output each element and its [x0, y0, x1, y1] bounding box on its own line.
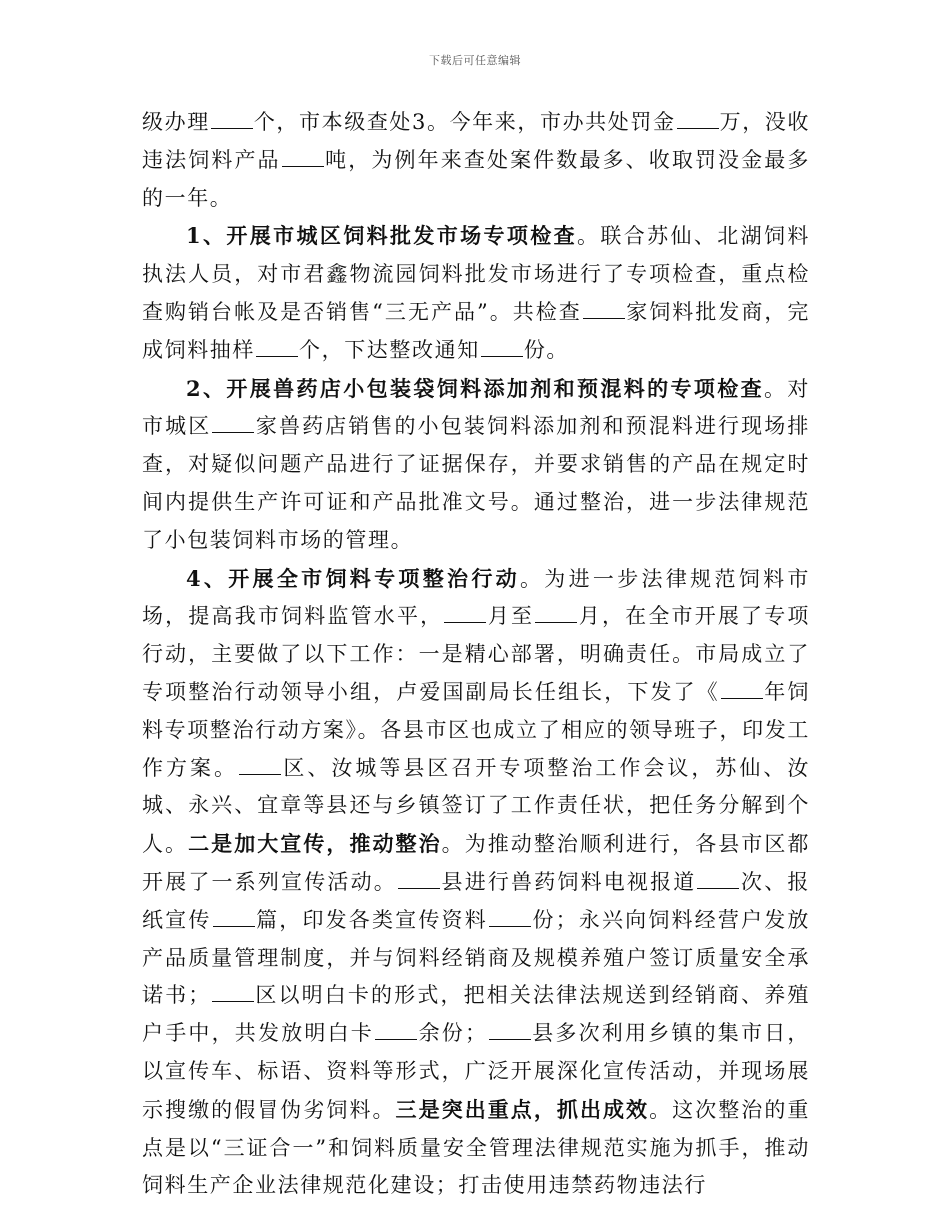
paragraph-text: 份；永兴向饲料经营户发放产品质量管理制度，并与饲料经销商及规模养殖户签订质量安全承诺书；	[142, 907, 810, 1008]
paragraph-text: 。为进一步法律规范饲料市场，提高我市饲料监管水平，	[142, 566, 810, 629]
paragraph-text: 。对市城区	[142, 376, 811, 439]
paragraph-text: 县多次利用乡镇的集市日，以宣传车、标语、资料等形式，广泛开展深化宣传活动，并现场展示搜缴的假冒伪劣饲料。	[142, 1021, 811, 1122]
fill-in-blank	[213, 908, 255, 927]
fill-in-blank	[398, 870, 440, 889]
paragraph-text: 月至	[487, 604, 535, 629]
paragraph-text: 次、报纸宣传	[142, 869, 810, 932]
paragraph	[142, 560, 810, 1206]
fill-in-blank	[535, 604, 577, 623]
paragraph-text: 区、汝城等县区召开专项整治工作会议，苏仙、汝城、永兴、宜章等县还与乡镇签订了工作责任状，把任务分解到个人。	[142, 755, 810, 857]
fill-in-blank	[481, 338, 523, 357]
fill-in-blank	[256, 338, 298, 357]
paragraph-text: 年饲料专项整治行动方案》。各县市区也成立了相应的领导班子，印发工作方案。	[142, 679, 811, 780]
fill-in-blank	[211, 110, 253, 129]
document-body	[142, 104, 810, 1205]
paragraph-text: 。联合苏仙、北湖饲料执法人员，对市君鑫物流园饲料批发市场进行了专项检查，重点检查购销台帐及是否销售“三无产品”。共检查	[142, 224, 811, 324]
paragraph-text: 个，市本级查处3。今年来，市办共处罚金	[253, 110, 676, 134]
bold-heading-text: 二是加大宣传，推动整治	[188, 831, 442, 857]
paragraph-text: 。这次整治的重点是以“三证合一”和饲料质量安全管理法律规范实施为抓手，推动饲料生产企业法律规范化建设；打击使用违禁药物违法行	[142, 1097, 810, 1198]
paragraph-text: 余份；	[418, 1021, 488, 1046]
paragraph-text: 月，在全市开展了专项行动，主要做了以下工作：一是精心部署，明确责任。市局成立了专项整治行动领导小组，卢爱国副局长任组长，下发了《	[142, 604, 810, 704]
paragraph	[142, 217, 810, 369]
fill-in-blank	[212, 414, 254, 433]
paragraph-text: 家饲料批发商，完成饲料抽样	[142, 299, 810, 362]
paragraph-text: 县进行兽药饲料电视报道	[440, 869, 697, 894]
paragraph-text: 区以明白卡的形式，把相关法律法规送到经销商、养殖户手中，共发放明白卡	[142, 983, 810, 1046]
fill-in-blank	[239, 756, 281, 775]
paragraph-text: 份。	[523, 337, 570, 362]
fill-in-blank	[677, 110, 719, 129]
paragraph-text: 家兽药店销售的小包装饲料添加剂和预混料进行现场排查，对疑似问题产品进行了证据保存，并要求销售的产品在规定时间内提供生产许可证和产品批准文号。通过整治，进一步法律规范了小包装饲料市场的管理。	[142, 414, 810, 552]
fill-in-blank	[375, 1021, 417, 1040]
paragraph	[142, 370, 810, 560]
fill-in-blank	[212, 983, 254, 1002]
fill-in-blank	[697, 870, 739, 889]
paragraph-text: 吨，为例年来查处案件数最多、收取罚没金最多的一年。	[142, 147, 810, 210]
page-header: 下载后可任意编辑	[429, 54, 521, 67]
paragraph	[142, 104, 810, 217]
bold-heading-text: 4、开展全市饲料专项整治行动	[186, 565, 520, 591]
fill-in-blank	[489, 1021, 531, 1040]
fill-in-blank	[444, 604, 486, 623]
paragraph-text: 篇，印发各类宣传资料	[255, 907, 488, 932]
fill-in-blank	[583, 300, 625, 319]
bold-heading-text: 三是突出重点，抓出成效	[395, 1096, 650, 1122]
bold-heading-text: 2、开展兽药店小包装袋饲料添加剂和预混料的专项检查	[186, 375, 765, 401]
fill-in-blank	[489, 908, 531, 927]
paragraph-text: 。为推动整治顺利进行，各县市区都开展了一系列宣传活动。	[142, 832, 810, 894]
paragraph-text: 级办理	[142, 110, 210, 134]
paragraph-text: 个，下达整改通知	[299, 337, 480, 362]
fill-in-blank	[282, 148, 324, 167]
bold-heading-text: 1、开展市城区饲料批发市场专项检查	[186, 223, 578, 249]
fill-in-blank	[721, 680, 763, 699]
paragraph-text: 万，没收违法饲料产品	[142, 110, 810, 172]
